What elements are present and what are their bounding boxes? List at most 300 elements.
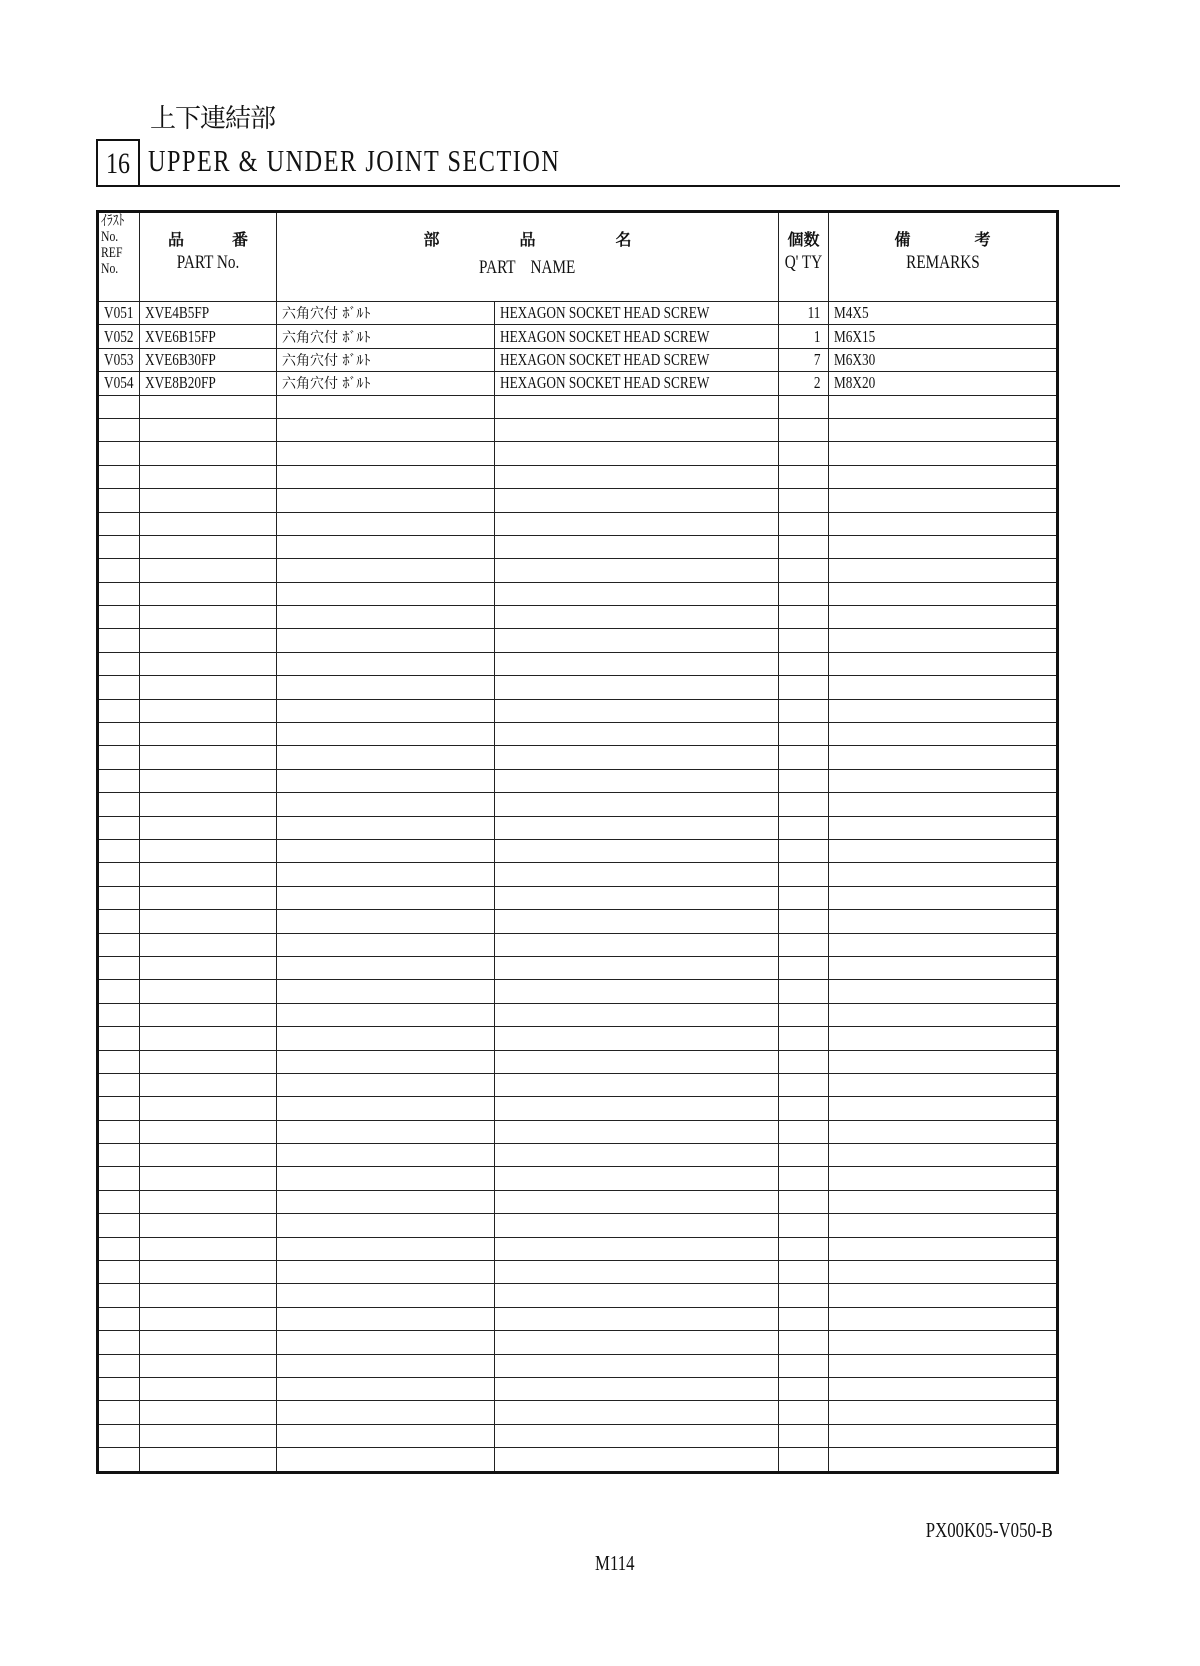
empty-cell (495, 1050, 779, 1073)
empty-cell (829, 1354, 1058, 1377)
empty-cell (98, 1190, 140, 1213)
ref-no: V052 (104, 326, 134, 346)
header-ref-no1: No. (101, 229, 119, 245)
empty-cell (779, 582, 829, 605)
empty-cell (140, 1167, 277, 1190)
section-title-jp: 上下連結部 (150, 104, 276, 134)
table-header-row (98, 212, 1058, 302)
empty-cell (779, 489, 829, 512)
empty-cell (829, 956, 1058, 979)
empty-cell (277, 512, 495, 535)
header-remarks-en: REMARKS (905, 252, 980, 273)
empty-cell (98, 1144, 140, 1167)
empty-cell (779, 1237, 829, 1260)
empty-cell (98, 956, 140, 979)
qty: 2 (813, 373, 821, 393)
empty-cell (779, 1050, 829, 1073)
remarks: M8X20 (834, 373, 876, 393)
empty-cell (779, 1261, 829, 1284)
empty-cell (98, 699, 140, 722)
empty-cell (140, 933, 277, 956)
empty-cell (277, 676, 495, 699)
empty-cell (98, 1027, 140, 1050)
table-row (98, 325, 1058, 348)
empty-table-row (98, 1261, 1058, 1284)
empty-cell (779, 676, 829, 699)
empty-cell (98, 816, 140, 839)
empty-cell (829, 489, 1058, 512)
empty-cell (779, 886, 829, 909)
empty-cell (779, 1424, 829, 1447)
empty-cell (98, 1424, 140, 1447)
empty-cell (140, 395, 277, 418)
empty-cell (829, 980, 1058, 1003)
empty-cell (495, 980, 779, 1003)
empty-cell (829, 1073, 1058, 1096)
empty-table-row (98, 980, 1058, 1003)
empty-table-row (98, 1073, 1058, 1096)
empty-cell (495, 418, 779, 441)
empty-table-row (98, 699, 1058, 722)
empty-table-row (98, 559, 1058, 582)
empty-cell (829, 769, 1058, 792)
empty-cell (98, 652, 140, 675)
empty-cell (829, 1401, 1058, 1424)
empty-cell (829, 746, 1058, 769)
empty-cell (779, 1167, 829, 1190)
empty-table-row (98, 652, 1058, 675)
empty-table-row (98, 1331, 1058, 1354)
empty-cell (495, 465, 779, 488)
part-name-jp: 六角穴付 ﾎﾞﾙﾄ (282, 306, 371, 323)
header-ref-ref: REF (101, 245, 123, 261)
empty-cell (829, 652, 1058, 675)
empty-cell (829, 1377, 1058, 1400)
empty-cell (140, 769, 277, 792)
empty-cell (277, 839, 495, 862)
empty-cell (495, 1307, 779, 1330)
empty-table-row (98, 1144, 1058, 1167)
empty-cell (495, 676, 779, 699)
remarks: M6X15 (834, 326, 876, 346)
empty-cell (779, 512, 829, 535)
empty-cell (277, 1448, 495, 1472)
empty-table-row (98, 1167, 1058, 1190)
empty-cell (140, 1237, 277, 1260)
empty-table-row (98, 1307, 1058, 1330)
empty-cell (140, 1120, 277, 1143)
empty-cell (779, 723, 829, 746)
empty-table-row (98, 816, 1058, 839)
empty-cell (779, 652, 829, 675)
empty-cell (277, 956, 495, 979)
empty-cell (98, 559, 140, 582)
empty-cell (829, 699, 1058, 722)
empty-cell (495, 652, 779, 675)
empty-cell (140, 1354, 277, 1377)
empty-cell (779, 535, 829, 558)
empty-cell (140, 629, 277, 652)
empty-cell (140, 1261, 277, 1284)
section-number: 16 (106, 147, 130, 180)
page-number: M114 (595, 1551, 635, 1575)
empty-cell (98, 839, 140, 862)
empty-cell (277, 442, 495, 465)
empty-cell (495, 1354, 779, 1377)
empty-cell (829, 910, 1058, 933)
section-title-en: UPPER & UNDER JOINT SECTION (148, 143, 561, 178)
empty-table-row (98, 1237, 1058, 1260)
empty-cell (277, 1167, 495, 1190)
empty-cell (140, 535, 277, 558)
empty-cell (98, 1377, 140, 1400)
empty-cell (495, 1214, 779, 1237)
empty-cell (98, 535, 140, 558)
empty-cell (495, 1003, 779, 1026)
empty-cell (495, 1120, 779, 1143)
empty-cell (277, 746, 495, 769)
empty-cell (495, 1190, 779, 1213)
header-part-no-en: PART No. (176, 252, 240, 273)
empty-cell (98, 1284, 140, 1307)
empty-cell (277, 606, 495, 629)
empty-table-row (98, 676, 1058, 699)
empty-cell (829, 629, 1058, 652)
empty-cell (140, 1448, 277, 1472)
empty-cell (277, 933, 495, 956)
empty-cell (829, 933, 1058, 956)
empty-cell (140, 723, 277, 746)
empty-cell (829, 442, 1058, 465)
empty-cell (829, 1120, 1058, 1143)
empty-cell (779, 910, 829, 933)
empty-cell (277, 1190, 495, 1213)
empty-cell (779, 1027, 829, 1050)
empty-cell (829, 1190, 1058, 1213)
empty-cell (829, 1261, 1058, 1284)
empty-cell (140, 489, 277, 512)
empty-table-row (98, 769, 1058, 792)
empty-cell (140, 1284, 277, 1307)
empty-cell (779, 1331, 829, 1354)
empty-cell (779, 956, 829, 979)
empty-cell (140, 863, 277, 886)
empty-cell (140, 676, 277, 699)
empty-cell (140, 442, 277, 465)
empty-cell (779, 1214, 829, 1237)
empty-cell (98, 465, 140, 488)
empty-cell (277, 1284, 495, 1307)
header-qty-jp: 個数 (787, 230, 820, 249)
empty-cell (829, 1003, 1058, 1026)
empty-cell (829, 886, 1058, 909)
empty-cell (495, 816, 779, 839)
empty-cell (829, 606, 1058, 629)
empty-cell (495, 1073, 779, 1096)
empty-cell (277, 1424, 495, 1447)
empty-table-row (98, 1214, 1058, 1237)
qty: 7 (813, 349, 821, 369)
part-name-en: HEXAGON SOCKET HEAD SCREW (500, 349, 710, 369)
empty-cell (98, 1401, 140, 1424)
empty-cell (98, 1097, 140, 1120)
empty-cell (829, 863, 1058, 886)
empty-table-row (98, 793, 1058, 816)
empty-cell (140, 512, 277, 535)
part-no: XVE4B5FP (145, 303, 210, 323)
empty-table-row (98, 839, 1058, 862)
header-remarks-jp: 備 考 (894, 230, 991, 249)
header-part-name (277, 212, 779, 302)
empty-cell (98, 746, 140, 769)
section-number-box (96, 139, 140, 187)
empty-cell (277, 1261, 495, 1284)
empty-table-row (98, 1050, 1058, 1073)
empty-cell (829, 1331, 1058, 1354)
empty-cell (779, 418, 829, 441)
empty-cell (98, 723, 140, 746)
table-row (98, 348, 1058, 371)
empty-table-row (98, 1284, 1058, 1307)
empty-cell (98, 418, 140, 441)
empty-cell (829, 839, 1058, 862)
empty-cell (98, 1120, 140, 1143)
empty-cell (829, 676, 1058, 699)
empty-table-row (98, 1003, 1058, 1026)
empty-cell (495, 839, 779, 862)
empty-cell (140, 886, 277, 909)
empty-cell (140, 1331, 277, 1354)
section-title-rule (96, 185, 1120, 187)
empty-cell (98, 886, 140, 909)
empty-cell (495, 910, 779, 933)
empty-cell (98, 910, 140, 933)
empty-table-row (98, 723, 1058, 746)
empty-cell (495, 395, 779, 418)
header-ref-no2: No. (101, 261, 119, 277)
empty-cell (829, 1144, 1058, 1167)
empty-cell (829, 1050, 1058, 1073)
qty: 1 (813, 326, 821, 346)
empty-cell (495, 1448, 779, 1472)
empty-table-row (98, 395, 1058, 418)
empty-cell (98, 1448, 140, 1472)
empty-cell (140, 652, 277, 675)
empty-cell (495, 582, 779, 605)
empty-cell (277, 910, 495, 933)
empty-cell (140, 1027, 277, 1050)
empty-cell (140, 1073, 277, 1096)
empty-cell (495, 1331, 779, 1354)
empty-cell (277, 1377, 495, 1400)
empty-cell (98, 606, 140, 629)
empty-cell (98, 442, 140, 465)
empty-cell (495, 512, 779, 535)
empty-cell (277, 816, 495, 839)
empty-cell (277, 418, 495, 441)
empty-cell (98, 1237, 140, 1260)
empty-cell (495, 559, 779, 582)
empty-cell (277, 793, 495, 816)
empty-cell (495, 933, 779, 956)
empty-table-row (98, 910, 1058, 933)
ref-no: V051 (104, 303, 134, 323)
empty-cell (140, 1050, 277, 1073)
empty-table-row (98, 535, 1058, 558)
empty-cell (277, 1097, 495, 1120)
empty-cell (779, 442, 829, 465)
empty-table-row (98, 1354, 1058, 1377)
empty-table-row (98, 1448, 1058, 1472)
empty-cell (98, 629, 140, 652)
table-row (98, 302, 1058, 325)
empty-cell (98, 512, 140, 535)
header-part-no (140, 212, 277, 302)
empty-cell (495, 699, 779, 722)
part-name-en: HEXAGON SOCKET HEAD SCREW (500, 326, 710, 346)
qty: 11 (807, 303, 821, 323)
empty-table-row (98, 1027, 1058, 1050)
empty-cell (98, 676, 140, 699)
empty-cell (277, 886, 495, 909)
empty-cell (277, 559, 495, 582)
empty-cell (779, 1073, 829, 1096)
empty-cell (495, 1377, 779, 1400)
empty-cell (779, 769, 829, 792)
empty-cell (98, 980, 140, 1003)
empty-cell (829, 1448, 1058, 1472)
empty-cell (779, 629, 829, 652)
empty-cell (779, 1354, 829, 1377)
empty-cell (277, 1027, 495, 1050)
empty-table-row (98, 606, 1058, 629)
empty-cell (140, 1190, 277, 1213)
empty-cell (277, 465, 495, 488)
empty-cell (779, 1097, 829, 1120)
empty-cell (140, 839, 277, 862)
empty-cell (829, 465, 1058, 488)
empty-cell (277, 1214, 495, 1237)
empty-cell (779, 465, 829, 488)
empty-table-row (98, 863, 1058, 886)
part-no: XVE6B30FP (145, 349, 216, 369)
part-name-jp: 六角穴付 ﾎﾞﾙﾄ (282, 329, 371, 346)
empty-cell (277, 1073, 495, 1096)
empty-cell (829, 1237, 1058, 1260)
table-row (98, 372, 1058, 395)
part-name-en: HEXAGON SOCKET HEAD SCREW (500, 373, 710, 393)
empty-cell (140, 1144, 277, 1167)
empty-cell (277, 1003, 495, 1026)
empty-cell (829, 582, 1058, 605)
part-name-jp: 六角穴付 ﾎﾞﾙﾄ (282, 376, 371, 393)
empty-cell (779, 839, 829, 862)
empty-cell (779, 606, 829, 629)
empty-cell (495, 606, 779, 629)
header-part-name-en: PART NAME (479, 257, 576, 278)
empty-table-row (98, 746, 1058, 769)
empty-cell (277, 489, 495, 512)
empty-table-row (98, 886, 1058, 909)
empty-table-row (98, 1377, 1058, 1400)
empty-cell (140, 956, 277, 979)
parts-table (96, 210, 1059, 1474)
empty-cell (98, 1331, 140, 1354)
empty-cell (495, 769, 779, 792)
empty-cell (495, 1167, 779, 1190)
part-no: XVE8B20FP (145, 373, 216, 393)
empty-cell (829, 1307, 1058, 1330)
empty-table-row (98, 512, 1058, 535)
empty-cell (779, 1307, 829, 1330)
empty-cell (779, 1448, 829, 1472)
empty-cell (779, 559, 829, 582)
empty-cell (277, 863, 495, 886)
empty-cell (779, 699, 829, 722)
empty-cell (495, 863, 779, 886)
empty-table-row (98, 465, 1058, 488)
empty-cell (829, 1027, 1058, 1050)
part-no: XVE6B15FP (145, 326, 216, 346)
empty-cell (98, 793, 140, 816)
empty-cell (277, 699, 495, 722)
remarks: M4X5 (834, 303, 869, 323)
empty-table-row (98, 629, 1058, 652)
empty-cell (829, 1167, 1058, 1190)
empty-cell (98, 933, 140, 956)
empty-cell (495, 723, 779, 746)
header-part-name-jp: 部 品 名 (423, 230, 632, 249)
header-ref-jp: ｲﾗｽﾄ (101, 213, 125, 229)
empty-cell (140, 606, 277, 629)
empty-cell (829, 512, 1058, 535)
empty-cell (495, 1027, 779, 1050)
empty-cell (495, 442, 779, 465)
empty-cell (140, 1003, 277, 1026)
empty-cell (140, 1377, 277, 1400)
empty-cell (140, 1097, 277, 1120)
empty-cell (140, 793, 277, 816)
empty-cell (98, 863, 140, 886)
empty-cell (779, 980, 829, 1003)
header-ref-no (98, 212, 140, 302)
empty-table-row (98, 489, 1058, 512)
empty-cell (829, 395, 1058, 418)
empty-cell (779, 863, 829, 886)
empty-cell (779, 793, 829, 816)
empty-cell (277, 1144, 495, 1167)
empty-cell (495, 793, 779, 816)
empty-cell (779, 1120, 829, 1143)
empty-cell (98, 489, 140, 512)
empty-cell (140, 1424, 277, 1447)
empty-cell (98, 1003, 140, 1026)
empty-cell (98, 1214, 140, 1237)
empty-cell (98, 395, 140, 418)
empty-cell (140, 910, 277, 933)
empty-cell (277, 652, 495, 675)
empty-cell (495, 746, 779, 769)
empty-table-row (98, 1120, 1058, 1143)
empty-cell (98, 1354, 140, 1377)
empty-cell (495, 1284, 779, 1307)
empty-table-row (98, 956, 1058, 979)
empty-cell (779, 395, 829, 418)
empty-cell (140, 465, 277, 488)
empty-cell (98, 1307, 140, 1330)
empty-cell (495, 629, 779, 652)
empty-cell (140, 699, 277, 722)
